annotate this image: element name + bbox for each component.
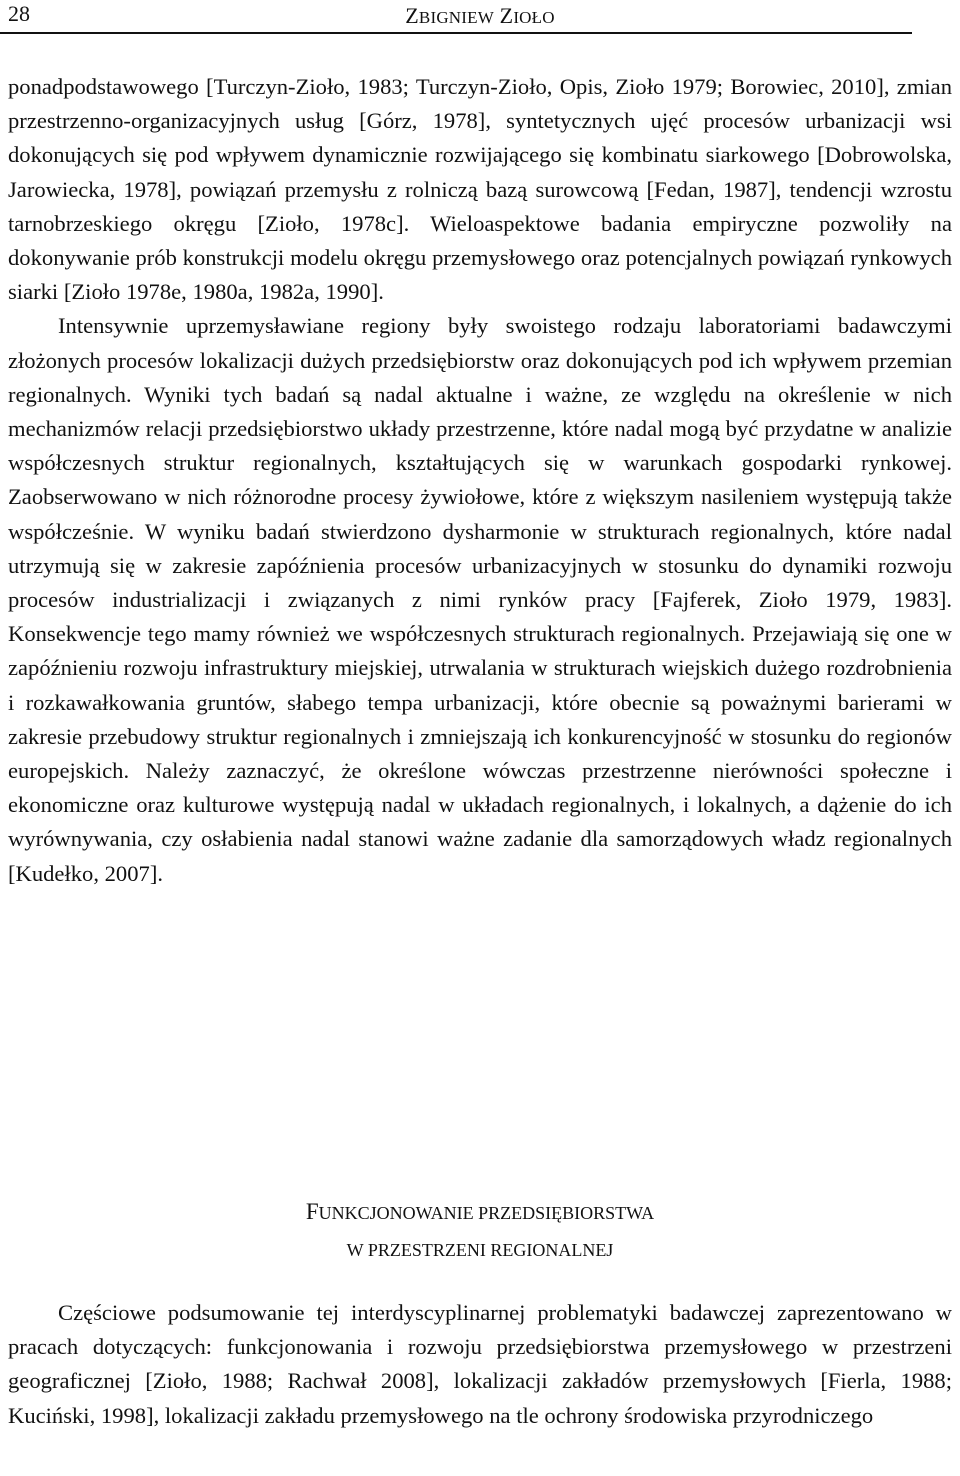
section-heading <box>0 1194 960 1268</box>
paragraph-1: ponadpodstawowego [Turczyn-Zioło, 1983; Turczyn-Zioło, Opis, Zioło 1979; Borowiec, 2010], zmian przestrzenno-organizacyjnych usług [Górz, 1978], syntetycznych ujęć procesów urbanizacji wsi dokonujących się pod wpływem dynamicznie rozwijającego się kombinatu siarkowego [Dobrowolska, Jarowiecka, 1978], powiązań przemysłu z rolniczą bazą surowcową [Fedan, 1987], tendencji wzrostu tarnobrzeskiego okręgu [Zioło, 1978c]. Wieloaspektowe badania empiryczne pozwoliły na dokonywanie prób konstrukcji modelu okręgu przemysłowego oraz potencjalnych powiązań rynkowych siarki [Zioło 1978e, 1980a, 1982a, 1990]. <box>8 74 952 305</box>
heading-line2-rest: PRZESTRZENI REGIONALNEJ <box>363 1240 614 1260</box>
paragraph-2: Intensywnie uprzemysławiane regiony były swoistego rodzaju laboratoriami badawczymi złożonych procesów lokalizacji dużych przedsiębiorstw oraz dokonujących pod ich wpływem przemian regionalnych. Wyniki tych badań są nadal aktualne i ważne, ze względu na określenie w nich mechanizmów relacji przedsiębiorstwo układy przestrzenne, które nadal mogą być przydatne w analizie współczesnych struktur regionalnych, kształtujących się w warunkach gospodarki rynkowej. Zaobserwowano w nich różnorodne procesy żywiołowe, które z większym nasileniem występują także współcześnie. W wyniku badań stwierdzono dysharmonie w strukturach regionalnych, które nadal utrzymują się w zakresie zapóźnienia procesów urbanizacyjnych w stosunku do dynamiki rozwoju procesów industrializacji i związanych z nimi rynków pracy [Fajferek, Zioło 1979, 1983]. Konsekwencje tego mamy również we współczesnych strukturach regionalnych. Przejawiają się one w zapóźnieniu rozwoju infrastruktury miejskiej, utrwalania w strukturach wiejskich dużego rozdrobnienia i rozkawałkowania gruntów, słabego tempa urbanizacji, które obecnie są poważnymi barierami w zakresie przebudowy struktur regionalnych i zmniejszają ich konkurencyjność w stosunku do regionów europejskich. Należy zaznaczyć, że określone wówczas przestrzenne nierówności społeczne i ekonomiczne oraz kulturowe występują nadal w układach regionalnych, i lokalnych, a dążenie do ich wyrównywania, czy osłabienia nadal stanowi ważne zadanie dla samorządowych władz regionalnych [Kudełko, 2007]. <box>8 313 952 886</box>
section-heading-line-1 <box>0 1194 960 1231</box>
header-rule <box>0 32 912 34</box>
page-number: 28 <box>8 1 30 26</box>
running-head-author <box>0 2 960 32</box>
heading-line1-initial: F <box>305 1199 319 1224</box>
author-first-initial: Z <box>405 3 419 28</box>
body-text-upper <box>8 70 952 891</box>
author-last-rest: IOŁO <box>513 8 555 27</box>
paragraph-3: Częściowe podsumowanie tej interdyscyplinarnej problematyki badawczej zaprezentowano w pracach dotyczących: funkcjonowania i rozwoju przedsiębiorstwa przemysłowego w przestrzeni geograficznej [Zioło, 1988; Rachwał 2008], lokalizacji zakładów przemysłowych [Fierla, 1988; Kuciński, 1998], lokalizacji zakładu przemysłowego na tle ochrony środowiska przyrodniczego <box>8 1300 952 1428</box>
section-heading-line-2 <box>0 1231 960 1268</box>
body-text-lower <box>8 1296 952 1433</box>
page-header <box>0 0 960 34</box>
heading-line2-initial: W <box>346 1240 364 1260</box>
author-first-rest: BIGNIEW <box>418 8 494 27</box>
author-last-initial: Z <box>499 3 514 28</box>
heading-line1-rest: UNKCJONOWANIE PRZEDSIĘBIORSTWA <box>318 1203 655 1223</box>
